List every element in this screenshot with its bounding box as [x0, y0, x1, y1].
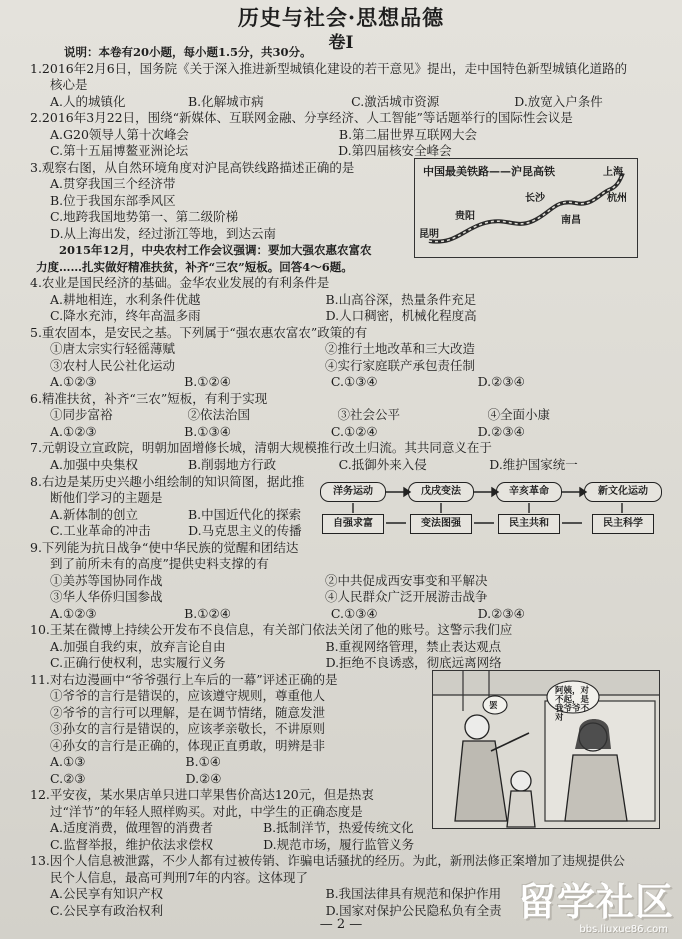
site-watermark — [517, 871, 674, 935]
answer-option-line: A.耕地相连，水利条件优越 B.山高谷深，热量条件充足 — [50, 292, 477, 307]
flow-bottom-4: 民主科学 — [592, 514, 654, 534]
flow-top-2: 戊戌变法 — [408, 482, 474, 502]
map-title: 中国最美铁路——沪昆高铁 — [423, 165, 555, 178]
answer-option-line: A.G20领导人第十次峰会 B.第二届世界互联网大会 — [50, 127, 478, 142]
answer-option-line: ①美苏等国协同作战 ②中共促成西安事变和平解决 — [50, 573, 488, 588]
question-line: 2.2016年3月22日，围绕“新媒体、互联网金融、分享经济、人工智能”等话题举行的国际性会议是 — [30, 110, 573, 125]
answer-option-line: B.位于我国东部季风区 — [50, 193, 176, 208]
exam-title: 历史与社会·思想品德 — [237, 5, 445, 30]
flow-bottom-1: 自强求富 — [322, 514, 384, 534]
bus-cartoon — [432, 670, 660, 829]
answer-option-line: C.②③ D.②④ — [50, 771, 222, 786]
city-guiyang: 贵阳 — [455, 211, 475, 222]
city-shanghai: 上海 — [603, 167, 623, 178]
answer-option-line: C.正确行使权利，忠实履行义务 D.拒绝不良诱惑，彻底远离网络 — [50, 655, 502, 670]
question-line: 断他们学习的主题是 — [50, 490, 163, 505]
flow-top-4: 新文化运动 — [584, 482, 662, 502]
answer-option-line: A.①②③ B.①②④ C.①③④ D.②③④ — [50, 374, 525, 389]
knowledge-diagram — [320, 482, 668, 538]
railway-map — [414, 158, 638, 258]
answer-option-line: C.降水充沛，终年高温多雨 D.人口稠密，机械化程度高 — [50, 308, 477, 323]
flow-top-1: 洋务运动 — [320, 482, 386, 502]
city-kunming: 昆明 — [419, 229, 439, 240]
volume-label: 卷Ⅰ — [328, 33, 354, 53]
answer-option-line: C.公民享有政治权利 D.国家对保护公民隐私负有全责 — [50, 903, 502, 918]
question-line: 12.平安夜，某水果店单只进口苹果售价高达120元，但是热衷 — [30, 787, 374, 802]
city-changsha: 长沙 — [525, 193, 545, 204]
answer-option-line: A.贯穿我国三个经济带 — [50, 176, 176, 191]
answer-option-line: A.适度消费，做理智的消费者 B.抵制洋节，热爱传统文化 — [50, 820, 414, 835]
question-line: 3.观察右图，从自然环境角度对沪昆高铁线路描述正确的是 — [30, 160, 355, 175]
material-text: 力度……扎实做好精准扶贫，补齐“三农”短板。回答4～6题。 — [36, 260, 353, 274]
question-line: 8.右边是某历史兴趣小组绘制的知识简图，据此推 — [30, 474, 305, 489]
answer-option-line: C.地跨我国地势第一、第二级阶梯 — [50, 209, 239, 224]
answer-option-line: ④孙女的言行是正确的，体现正直勇敢，明辨是非 — [50, 738, 326, 753]
speech-grandpa: 罢 — [489, 701, 498, 711]
flow-bottom-3: 民主共和 — [498, 514, 560, 534]
city-nanchang: 南昌 — [561, 215, 581, 226]
question-line: 7.元朝设立宣政院，明朝加固增修长城，清朝大规模推行改土归流。其共同意义在于 — [30, 440, 492, 455]
answer-option-line: ①唐太宗实行轻徭薄赋 ②推行土地改革和三大改造 — [50, 341, 476, 356]
answer-option-line: A.人的城镇化 B.化解城市病 C.激活城市资源 D.放宽入户条件 — [50, 94, 603, 109]
answer-option-line: ③华人华侨归国参战 ④人民群众广泛开展游击战争 — [50, 589, 488, 604]
answer-option-line: A.公民享有知识产权 B.我国法律具有规范和保护作用 — [50, 886, 502, 901]
answer-option-line: D.从上海出发，经过浙江等地，到达云南 — [50, 226, 277, 241]
question-line: 过“洋节”的年轻人照样购买。对此，中学生的正确态度是 — [50, 804, 363, 819]
question-line: 10.王某在微博上持续公开发布不良信息，有关部门依法关闭了他的账号。这警示我们应 — [30, 622, 513, 637]
question-line: 13.因个人信息被泄露，不少人都有过被传销、诈骗电话骚扰的经历。为此，新刑法修正案增加了违规提供公 — [30, 853, 625, 868]
material-text: 2015年12月，中央农村工作会议强调：要加大强农惠农富农 — [36, 243, 372, 257]
answer-option-line: A.加强自我约束，放弃言论自由 B.重视网络管理，禁止表达观点 — [50, 639, 502, 654]
answer-option-line: ①爷爷的言行是错误的，应该遵守规则，尊重他人 — [50, 688, 326, 703]
question-line: 6.精准扶贫，补齐“三农”短板，有利于实现 — [30, 391, 268, 406]
answer-option-line: C.第十五届博鳌亚洲论坛 D.第四届核安全峰会 — [50, 143, 452, 158]
answer-option-line: A.①②③ B.①③④ C.①②④ D.②③④ — [50, 424, 525, 439]
flow-bottom-2: 变法图强 — [410, 514, 472, 534]
answer-option-line: ①同步富裕 ②依法治国 ③社会公平 ④全面小康 — [50, 407, 551, 422]
question-line: 民个人信息，最高可判刑7年的内容。这体现了 — [50, 870, 308, 885]
city-hangzhou: 杭州 — [607, 193, 627, 204]
answer-option-line: C.工业革命的冲击 D.马克思主义的传播 — [50, 523, 302, 538]
question-line: 1.2016年2月6日，国务院《关于深入推进新型城镇化建设的若干意见》提出，走中国特色新型城镇化道路的 — [30, 61, 628, 76]
answer-option-line: A.①③ B.①④ — [50, 754, 221, 769]
answer-option-line: C.监督举报，维护依法求偿权 D.规范市场，履行监管义务 — [50, 837, 415, 852]
question-line: 4.农业是国民经济的基础。金华农业发展的有利条件是 — [30, 275, 330, 290]
answer-option-line: A.新体制的创立 B.中国近代化的探索 — [50, 507, 302, 522]
answer-option-line: A.加强中央集权 B.削弱地方行政 C.抵御外来入侵 D.维护国家统一 — [50, 457, 578, 472]
flow-top-3: 辛亥革命 — [496, 482, 562, 502]
question-line: 核心是 — [50, 77, 88, 92]
question-line: 5.重农固本，是安民之基。下列属于“强农惠农富农”政策的有 — [30, 325, 368, 340]
answer-option-line: ③农村人民公社化运动 ④实行家庭联产承包责任制 — [50, 358, 476, 373]
watermark-logo-text: 留学社区 — [517, 880, 674, 924]
instructions-note: 说明：本卷有20小题，每小题1.5分，共30分。 — [64, 45, 312, 59]
page-number: — 2 — — [319, 917, 363, 932]
question-line: 11.对右边漫画中“爷爷强行上车后的一幕”评述正确的是 — [30, 672, 338, 687]
cartoon-drawing — [433, 671, 659, 828]
answer-option-line: A.①②③ B.①②④ C.①③④ D.②③④ — [50, 606, 525, 621]
question-line: 9.下列能为抗日战争“使中华民族的觉醒和团结达 — [30, 540, 299, 555]
answer-option-line: ③孙女的言行是错误的，应该孝亲敬长，不讲原则 — [50, 721, 326, 736]
question-line: 到了前所未有的高度”提供史料支撑的有 — [50, 556, 269, 571]
answer-option-line: ②爷爷的言行可以理解，是在调节情绪，随意发泄 — [50, 705, 326, 720]
speech-granddaughter: 阿姨，对不起，是我爷爷不对 — [555, 686, 590, 723]
watermark-url: bbs.liuxue86.com — [579, 924, 668, 935]
